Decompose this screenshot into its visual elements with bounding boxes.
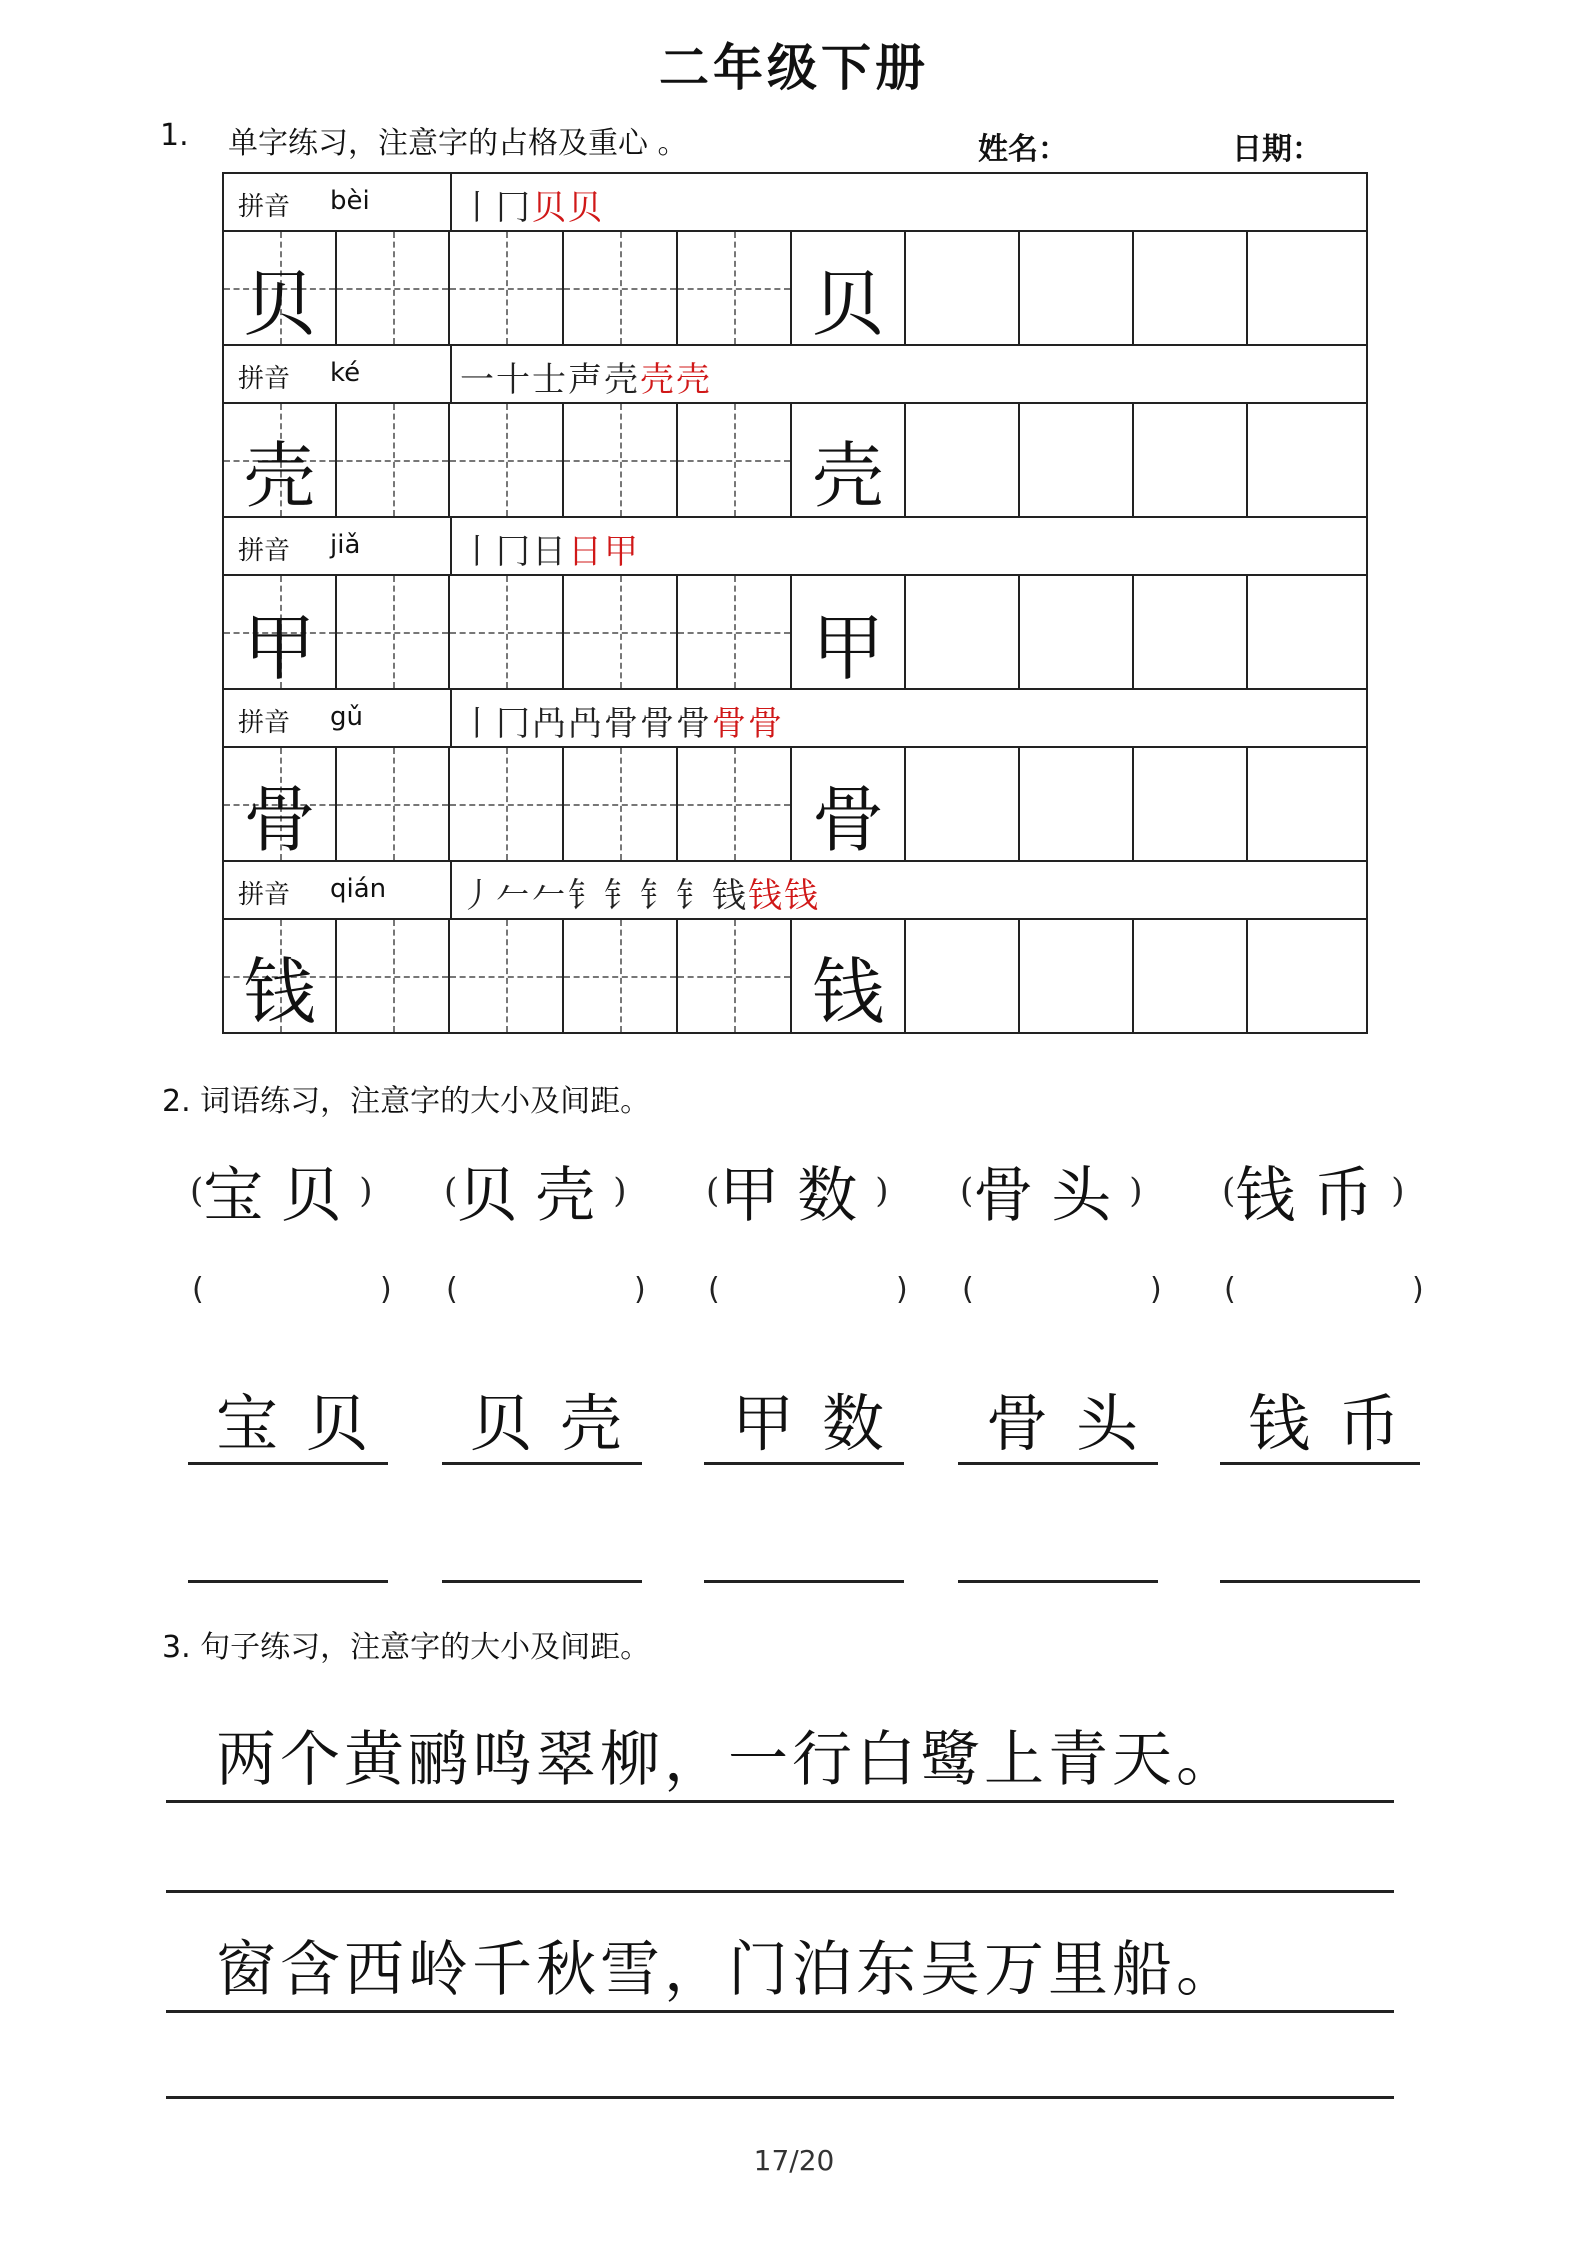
pinyin-divider [450, 690, 452, 746]
blank-practice-cell[interactable] [1248, 404, 1362, 516]
stroke-step: 钅 [640, 876, 676, 916]
practice-word [960, 1148, 1143, 1234]
section3-instructions: 3. 句子练习，注意字的大小及间距。 [162, 1630, 651, 1665]
blank-practice-cell[interactable] [1020, 232, 1134, 344]
tian-practice-cell[interactable] [450, 576, 564, 688]
trace-character: 甲 [811, 606, 884, 690]
sentence-1-practice-line[interactable] [166, 1890, 1394, 1893]
blank-practice-cell[interactable] [1134, 576, 1248, 688]
model-character-cell [224, 232, 337, 344]
page-title: 二年级下册 [659, 39, 929, 97]
blank-practice-cell[interactable] [906, 748, 1020, 860]
stroke-step: 冎 [568, 704, 604, 744]
stroke-step: 日 [568, 532, 604, 572]
character-block [222, 516, 1368, 688]
trace-character: 骨 [811, 778, 884, 862]
model-character-cell [224, 748, 337, 860]
tian-practice-cell[interactable] [337, 920, 450, 1032]
pinyin-blank-open[interactable]: ( [446, 1272, 458, 1307]
sentence-1-writing-line[interactable] [166, 1800, 1394, 1803]
model-character: 骨 [243, 778, 316, 862]
pinyin-row [222, 516, 1368, 574]
stroke-step: 钅 [676, 876, 712, 916]
model-character: 贝 [243, 262, 316, 346]
trace-character-cell[interactable] [792, 404, 906, 516]
copy-word: 骨头 [986, 1387, 1167, 1460]
tian-practice-cell[interactable] [564, 232, 678, 344]
stroke-step: 壳 [676, 360, 712, 400]
word-practice-line[interactable] [1220, 1580, 1420, 1583]
pinyin-blank-close: ) [634, 1272, 646, 1307]
pinyin-row [222, 172, 1368, 230]
trace-character-cell[interactable] [792, 232, 906, 344]
pinyin-blank-close: ) [380, 1272, 392, 1307]
sentence-2-practice-line[interactable] [166, 2096, 1394, 2099]
stroke-step: 贝 [568, 188, 604, 228]
blank-practice-cell[interactable] [1248, 748, 1362, 860]
stroke-step: 钱 [784, 876, 820, 916]
blank-practice-cell[interactable] [1248, 576, 1362, 688]
word-writing-line[interactable] [1220, 1462, 1420, 1465]
character-block [222, 688, 1368, 860]
blank-practice-cell[interactable] [1134, 232, 1248, 344]
pinyin-label: 拼音 [238, 536, 291, 566]
open-paren: ( [1222, 1171, 1236, 1211]
section2-instructions: 2. 词语练习，注意字的大小及间距。 [162, 1084, 651, 1119]
blank-practice-cell[interactable] [1020, 404, 1134, 516]
pinyin-row [222, 860, 1368, 918]
stroke-step: 一 [460, 360, 496, 400]
pinyin-value: jiǎ [330, 530, 361, 560]
pinyin-label: 拼音 [238, 880, 291, 910]
character-row [222, 918, 1368, 1032]
word-writing-line[interactable] [188, 1462, 388, 1465]
pinyin-divider [450, 174, 452, 230]
word-writing-line[interactable] [958, 1462, 1158, 1465]
stroke-step: 冂 [496, 188, 532, 228]
stroke-step: 骨 [712, 704, 748, 744]
word-writing-line[interactable] [442, 1462, 642, 1465]
name-field-label[interactable]: 姓名： [978, 132, 1068, 167]
stroke-step: 冂 [496, 704, 532, 744]
trace-character-cell[interactable] [792, 576, 906, 688]
open-paren: ( [444, 1171, 458, 1211]
tian-practice-cell[interactable] [678, 748, 792, 860]
blank-practice-cell[interactable] [906, 404, 1020, 516]
tian-practice-cell[interactable] [564, 576, 678, 688]
word-practice-line[interactable] [442, 1580, 642, 1583]
tian-practice-cell[interactable] [450, 920, 564, 1032]
stroke-step: 冎 [532, 704, 568, 744]
date-field-label[interactable]: 日期： [1232, 132, 1322, 167]
character-practice-grid [222, 172, 1368, 1034]
word-text: 甲数 [719, 1161, 876, 1231]
pinyin-divider [450, 862, 452, 918]
model-character-cell [224, 576, 337, 688]
page-number: 17/20 [753, 2144, 835, 2177]
practice-word [1222, 1148, 1405, 1234]
trace-character: 贝 [811, 262, 884, 346]
practice-word [444, 1148, 627, 1234]
stroke-step: 冂 [496, 532, 532, 572]
stroke-step: 贝 [532, 188, 568, 228]
word-practice-line[interactable] [704, 1580, 904, 1583]
pinyin-label: 拼音 [238, 192, 291, 222]
trace-character: 壳 [811, 434, 884, 518]
stroke-step: 十 [496, 360, 532, 400]
tian-practice-cell[interactable] [678, 576, 792, 688]
pinyin-value: qián [330, 874, 387, 904]
stroke-order [460, 180, 604, 229]
blank-practice-cell[interactable] [906, 232, 1020, 344]
close-paren: ) [613, 1171, 627, 1211]
practice-word [190, 1148, 373, 1234]
tian-practice-cell[interactable] [678, 404, 792, 516]
stroke-step: 钱 [712, 876, 748, 916]
blank-practice-cell[interactable] [906, 576, 1020, 688]
stroke-step: 丨 [460, 704, 496, 744]
tian-practice-cell[interactable] [337, 748, 450, 860]
copy-word: 甲数 [732, 1387, 913, 1460]
tian-practice-cell[interactable] [564, 404, 678, 516]
stroke-step: 丨 [460, 188, 496, 228]
stroke-step: 钅 [604, 876, 640, 916]
stroke-order [460, 352, 712, 401]
pinyin-value: gǔ [330, 702, 363, 732]
model-character: 壳 [243, 434, 316, 518]
stroke-order [460, 524, 640, 573]
word-text: 钱币 [1235, 1161, 1392, 1231]
tian-practice-cell[interactable] [450, 404, 564, 516]
tian-practice-cell[interactable] [337, 404, 450, 516]
blank-practice-cell[interactable] [1020, 920, 1134, 1032]
stroke-step: 𠂉 [532, 876, 568, 916]
open-paren: ( [706, 1171, 720, 1211]
section1-instructions: 单字练习，注意字的占格及重心 。 [228, 126, 688, 161]
copy-word: 钱币 [1248, 1387, 1429, 1460]
character-block [222, 344, 1368, 516]
tian-practice-cell[interactable] [564, 920, 678, 1032]
stroke-step: 日 [532, 532, 568, 572]
pinyin-row [222, 344, 1368, 402]
word-writing-line[interactable] [704, 1462, 904, 1465]
pinyin-row [222, 688, 1368, 746]
practice-word [706, 1148, 889, 1234]
stroke-step: 钅 [568, 876, 604, 916]
stroke-step: 骨 [676, 704, 712, 744]
close-paren: ) [1129, 1171, 1143, 1211]
word-practice-line[interactable] [958, 1580, 1158, 1583]
trace-character-cell[interactable] [792, 920, 906, 1032]
blank-practice-cell[interactable] [1020, 576, 1134, 688]
character-row [222, 746, 1368, 860]
stroke-order [460, 868, 820, 917]
pinyin-blank-close: ) [896, 1272, 908, 1307]
word-text: 贝壳 [457, 1161, 614, 1231]
stroke-step: 士 [532, 360, 568, 400]
pinyin-value: ké [330, 358, 361, 388]
stroke-step: 壳 [604, 360, 640, 400]
copy-word: 贝壳 [470, 1387, 651, 1460]
blank-practice-cell[interactable] [1134, 748, 1248, 860]
tian-practice-cell[interactable] [678, 232, 792, 344]
sentence-2-writing-line[interactable] [166, 2010, 1394, 2013]
open-paren: ( [190, 1171, 204, 1211]
character-block [222, 860, 1368, 1032]
close-paren: ) [875, 1171, 889, 1211]
stroke-step: 钱 [748, 876, 784, 916]
tian-practice-cell[interactable] [450, 232, 564, 344]
copy-word: 宝贝 [216, 1387, 397, 1460]
blank-practice-cell[interactable] [1248, 920, 1362, 1032]
blank-practice-cell[interactable] [1248, 232, 1362, 344]
close-paren: ) [359, 1171, 373, 1211]
tian-practice-cell[interactable] [678, 920, 792, 1032]
tian-practice-cell[interactable] [337, 232, 450, 344]
pinyin-blank-open[interactable]: ( [192, 1272, 204, 1307]
blank-practice-cell[interactable] [1134, 920, 1248, 1032]
pinyin-blank-close: ) [1150, 1272, 1162, 1307]
pinyin-blank-close: ) [1412, 1272, 1424, 1307]
tian-practice-cell[interactable] [337, 576, 450, 688]
character-row [222, 402, 1368, 516]
open-paren: ( [960, 1171, 974, 1211]
stroke-step: 丿 [460, 876, 496, 916]
stroke-step: 声 [568, 360, 604, 400]
pinyin-blank-open[interactable]: ( [962, 1272, 974, 1307]
section1-number: 1. [160, 118, 189, 153]
model-character: 钱 [243, 950, 316, 1034]
blank-practice-cell[interactable] [906, 920, 1020, 1032]
pinyin-divider [450, 346, 452, 402]
word-text: 骨头 [973, 1161, 1130, 1231]
sentence-1: 两个黄鹂鸣翠柳，一行白鹭上青天。 [216, 1725, 1240, 1795]
word-text: 宝贝 [203, 1161, 360, 1231]
stroke-step: 骨 [604, 704, 640, 744]
stroke-step: 壳 [640, 360, 676, 400]
stroke-step: 丨 [460, 532, 496, 572]
trace-character-cell[interactable] [792, 748, 906, 860]
pinyin-label: 拼音 [238, 708, 291, 738]
pinyin-value: bèi [330, 186, 370, 216]
trace-character: 钱 [811, 950, 884, 1034]
character-block [222, 172, 1368, 344]
tian-practice-cell[interactable] [564, 748, 678, 860]
pinyin-label: 拼音 [238, 364, 291, 394]
word-practice-line[interactable] [188, 1580, 388, 1583]
model-character-cell [224, 404, 337, 516]
stroke-order [460, 696, 784, 745]
stroke-step: 𠂉 [496, 876, 532, 916]
sentence-2: 窗含西岭千秋雪，门泊东吴万里船。 [216, 1935, 1240, 2005]
tian-practice-cell[interactable] [450, 748, 564, 860]
blank-practice-cell[interactable] [1020, 748, 1134, 860]
model-character-cell [224, 920, 337, 1032]
blank-practice-cell[interactable] [1134, 404, 1248, 516]
close-paren: ) [1391, 1171, 1405, 1211]
stroke-step: 骨 [748, 704, 784, 744]
model-character: 甲 [243, 606, 316, 690]
pinyin-divider [450, 518, 452, 574]
pinyin-blank-open[interactable]: ( [708, 1272, 720, 1307]
character-row [222, 574, 1368, 688]
stroke-step: 甲 [604, 532, 640, 572]
stroke-step: 骨 [640, 704, 676, 744]
character-row [222, 230, 1368, 344]
pinyin-blank-open[interactable]: ( [1224, 1272, 1236, 1307]
